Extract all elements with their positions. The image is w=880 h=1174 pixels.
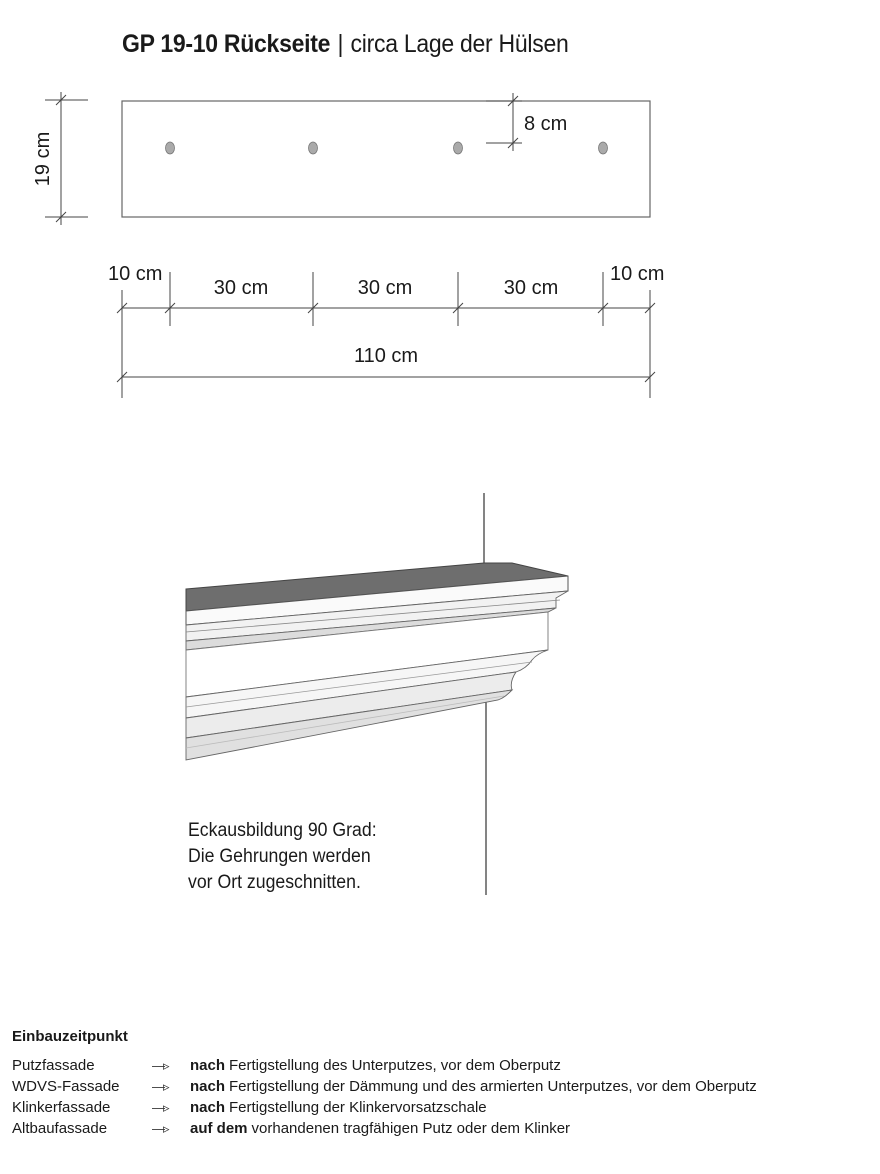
timing-text: Fertigstellung der Klinkervorsatzschale [229, 1099, 487, 1116]
facade-type: Altbaufassade [12, 1120, 108, 1137]
arrow-icon: —▹ [152, 1099, 168, 1115]
timing-emphasis: auf dem [190, 1120, 248, 1137]
caption-line-3: vor Ort zugeschnitten. [188, 872, 361, 893]
facade-type: Klinkerfassade [12, 1099, 111, 1116]
timing-emphasis: nach [190, 1099, 226, 1116]
timing-text: Fertigstellung des Unterputzes, vor dem Oberputz [229, 1057, 561, 1074]
arrow-icon: —▹ [152, 1057, 168, 1073]
timing-emphasis: nach [190, 1078, 226, 1095]
timing-text: Fertigstellung der Dämmung und des armierten Unterputzes, vor dem Oberputz [229, 1078, 757, 1095]
facade-type: WDVS-Fassade [12, 1078, 120, 1095]
arrow-icon: —▹ [152, 1078, 168, 1094]
installation-heading: Einbauzeitpunkt [12, 1028, 128, 1045]
panel-back-outline [122, 101, 650, 217]
caption-line-1: Eckausbildung 90 Grad: [188, 820, 377, 841]
title-separator: | [337, 30, 344, 58]
arrow-icon: —▹ [152, 1120, 168, 1136]
installation-row [12, 1118, 878, 1139]
offset-label: 8 cm [524, 113, 568, 135]
timing-emphasis: nach [190, 1057, 226, 1074]
offset-dimension [486, 93, 522, 151]
caption-line-2: Die Gehrungen werden [188, 846, 371, 867]
segment-label-4: 30 cm [503, 277, 559, 299]
title-product: GP 19-10 Rückseite [122, 30, 331, 58]
sleeve-hole-2 [309, 142, 318, 154]
installation-row [12, 1055, 878, 1076]
height-label: 19 cm [32, 131, 54, 187]
corner-caption [188, 818, 377, 896]
sleeve-hole-1 [166, 142, 175, 154]
sleeve-hole-3 [454, 142, 463, 154]
installation-row [12, 1097, 878, 1118]
title-subtitle: circa Lage der Hülsen [350, 30, 569, 58]
segment-label-2: 30 cm [213, 277, 269, 299]
sleeve-hole-4 [599, 142, 608, 154]
facade-type: Putzfassade [12, 1057, 95, 1074]
segment-label-1: 10 cm [108, 263, 163, 285]
installation-timing-section [12, 1028, 878, 1139]
timing-text: vorhandenen tragfähigen Putz oder dem Klinker [251, 1120, 571, 1137]
segment-label-3: 30 cm [357, 277, 413, 299]
installation-row [12, 1076, 878, 1097]
total-length-label: 110 cm [353, 345, 419, 367]
segment-label-5: 10 cm [610, 263, 665, 285]
